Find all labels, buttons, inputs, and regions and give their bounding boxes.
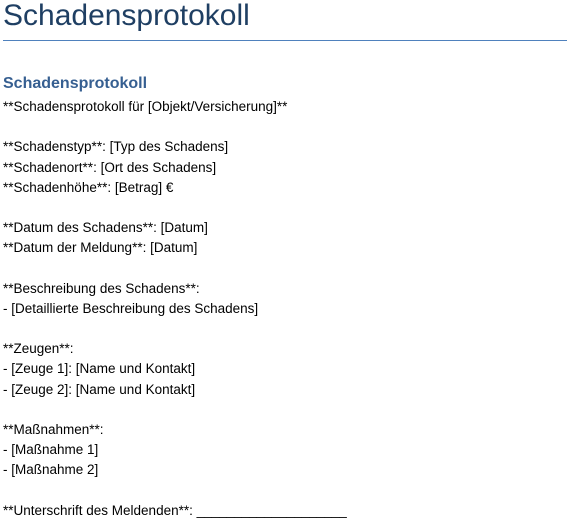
document-title: Schadensprotokoll	[3, 0, 250, 32]
body-line: **Zeugen**:	[3, 341, 74, 357]
body-line: - [Maßnahme 2]	[3, 462, 99, 478]
body-line: **Schadensprotokoll für [Objekt/Versicherung]**	[3, 99, 288, 114]
body-line	[3, 481, 563, 501]
body-line: - [Zeuge 2]: [Name und Kontakt]	[3, 381, 196, 397]
body-text	[3, 97, 563, 521]
body-line: - [Detaillierte Beschreibung des Schadens]	[3, 300, 259, 316]
body-line	[3, 319, 563, 339]
section-heading: Schadensprotokoll	[3, 75, 148, 92]
body-line: **Maßnahmen**:	[3, 422, 104, 437]
body-line	[3, 400, 563, 420]
body-line	[3, 259, 563, 279]
body-line: - [Maßnahme 1]	[3, 442, 99, 458]
body-line: **Schadenhöhe**: [Betrag] €	[3, 179, 174, 195]
body-line: **Schadenstyp**: [Typ des Schadens]	[3, 139, 229, 155]
body-line: **Unterschrift des Meldenden**: ____________________	[3, 502, 347, 518]
body-line: **Datum des Schadens**: [Datum]	[3, 220, 208, 236]
body-line: **Beschreibung des Schadens**:	[3, 280, 200, 296]
body-line: - [Zeuge 1]: [Name und Kontakt]	[3, 361, 196, 377]
body-line	[3, 117, 563, 137]
body-line: **Datum der Meldung**: [Datum]	[3, 240, 198, 256]
body-line	[3, 198, 563, 218]
title-divider	[3, 40, 567, 41]
body-line: **Schadenort**: [Ort des Schadens]	[3, 159, 217, 175]
